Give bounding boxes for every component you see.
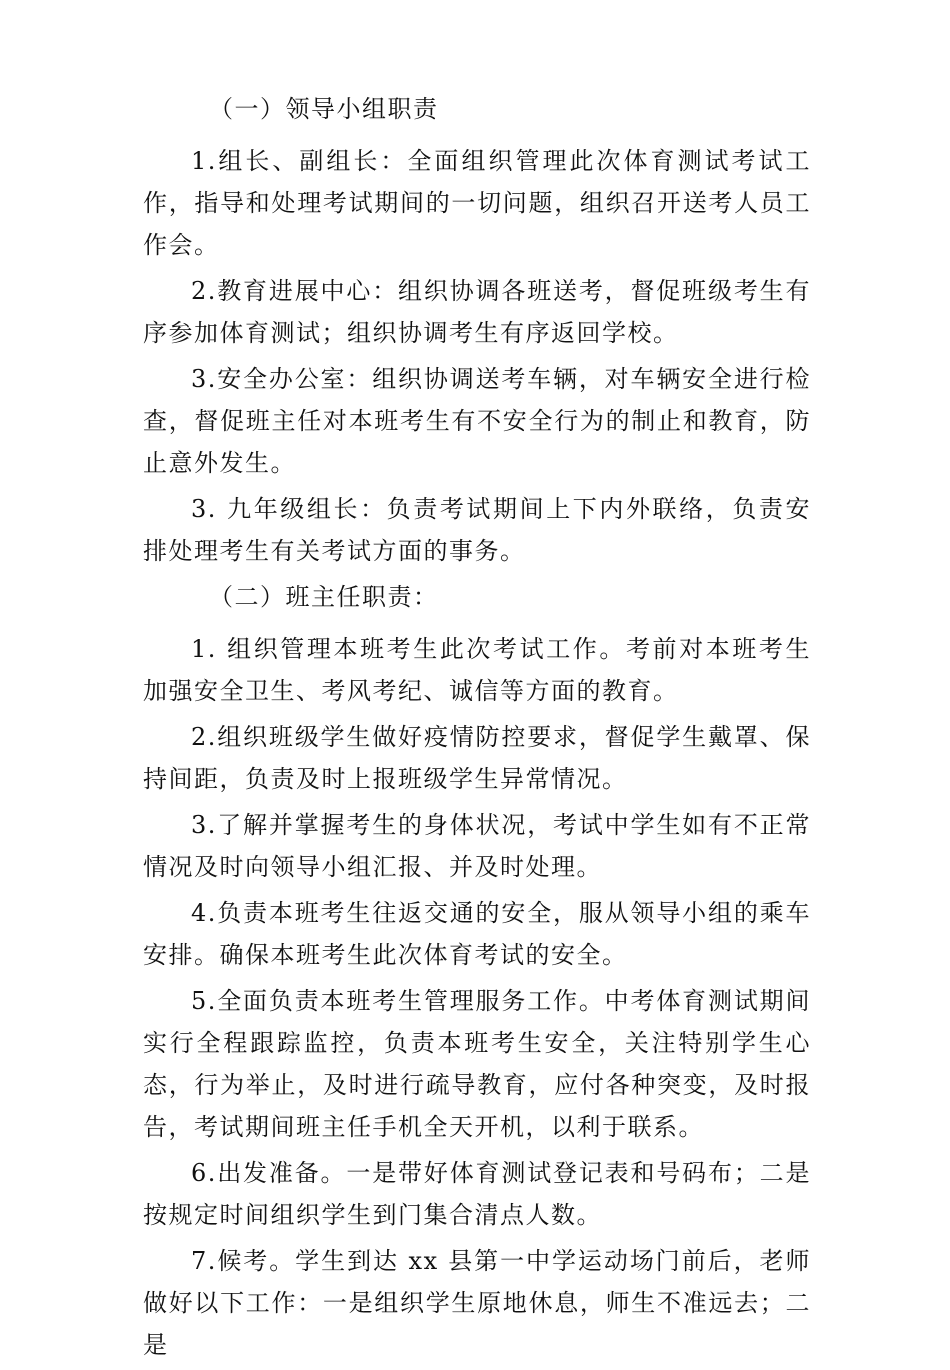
section-head-teacher-duties [143, 576, 811, 1366]
paragraph: 3.了解并掌握考生的身体状况，考试中学生如有不正常情况及时向领导小组汇报、并及时处理。 [143, 811, 811, 881]
paragraph: 1. 组织管理本班考生此次考试工作。考前对本班考生加强安全卫生、考风考纪、诚信等方面的教育。 [143, 635, 811, 705]
paragraph: 2.教育进展中心：组织协调各班送考，督促班级考生有序参加体育测试；组织协调考生有序返回学校。 [143, 277, 811, 347]
paragraph: 3. 九年级组长：负责考试期间上下内外联络，负责安排处理考生有关考试方面的事务。 [143, 495, 811, 565]
paragraph: 2.组织班级学生做好疫情防控要求，督促学生戴罩、保持间距，负责及时上报班级学生异常情况。 [143, 723, 811, 793]
paragraph: 1.组长、副组长：全面组织管理此次体育测试考试工作，指导和处理考试期间的一切问题，组织召开送考人员工作会。 [143, 147, 811, 259]
paragraph: 7.候考。学生到达 xx 县第一中学运动场门前后，老师做好以下工作：一是组织学生原地休息，师生不准远去；二是 [143, 1247, 811, 1359]
section-leadership-duties [143, 88, 811, 572]
paragraph: 3.安全办公室：组织协调送考车辆，对车辆安全进行检查，督促班主任对本班考生有不安全行为的制止和教育，防止意外发生。 [143, 365, 811, 477]
section-heading: （二）班主任职责： [209, 583, 439, 611]
document-page [143, 88, 811, 1370]
paragraph: 6.出发准备。一是带好体育测试登记表和号码布；二是按规定时间组织学生到门集合清点人数。 [143, 1159, 811, 1229]
paragraph: 5.全面负责本班考生管理服务工作。中考体育测试期间实行全程跟踪监控，负责本班考生安全，关注特别学生心态，行为举止，及时进行疏导教育，应付各种突变，及时报告，考试期间班主任手机全天开机，以利于联系。 [143, 987, 811, 1141]
paragraph: 4.负责本班考生往返交通的安全，服从领导小组的乘车安排。确保本班考生此次体育考试的安全。 [143, 899, 811, 969]
section-heading: （一）领导小组职责 [209, 95, 439, 123]
